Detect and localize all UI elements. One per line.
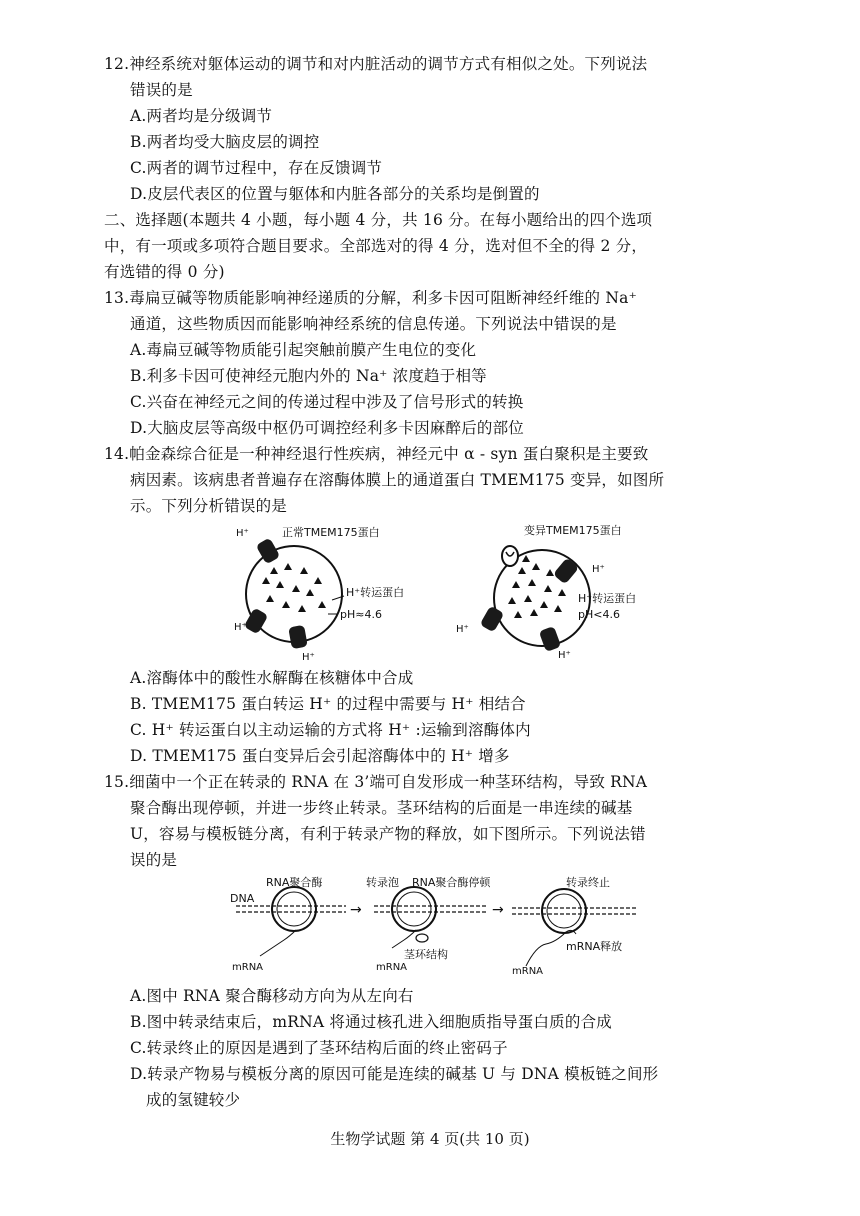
svg-text:H⁺转运蛋白: H⁺转运蛋白 — [346, 586, 405, 599]
q13-option-a: A.毒扁豆碱等物质能引起突触前膜产生电位的变化 — [130, 341, 477, 359]
q13-option-b: B.利多卡因可使神经元胞内外的 Na⁺ 浓度趋于相等 — [130, 367, 487, 385]
panel-polymerase — [230, 875, 346, 973]
svg-text:H⁺: H⁺ — [592, 564, 605, 575]
q15-stem-cont: 聚合酶出现停顿，并进一步终止转录。茎环结构的后面是一串连续的碱基 — [130, 799, 633, 817]
arrow-icon: → — [350, 902, 362, 918]
q15-option-c: C.转录终止的原因是遇到了茎环结构后面的终止密码子 — [130, 1039, 508, 1057]
q13-stem: 13.毒扁豆碱等物质能影响神经递质的分解，利多卡因可阻断神经纤维的 Na⁺ — [104, 289, 637, 307]
q15-stem: 15.细菌中一个正在转录的 RNA 在 3’端可自发形成一种茎环结构，导致 RNA — [104, 773, 648, 791]
svg-text:mRNA: mRNA — [232, 962, 264, 973]
svg-text:正常TMEM175蛋白: 正常TMEM175蛋白 — [282, 526, 380, 539]
svg-text:mRNA: mRNA — [512, 966, 544, 976]
svg-text:mRNA释放: mRNA释放 — [566, 940, 623, 953]
q14-stem: 14.帕金森综合征是一种神经退行性疾病，神经元中 α - syn 蛋白聚积是主要致 — [104, 445, 649, 463]
section2-heading-cont: 中，有一项或多项符合题目要求。全部选对的得 4 分，选对但不全的得 2 分， — [104, 237, 648, 255]
q13-option-c: C.兴奋在神经元之间的传递过程中涉及了信号形式的转换 — [130, 393, 524, 411]
panel-termination — [512, 875, 636, 976]
q12-option-c: C.两者的调节过程中，存在反馈调节 — [130, 159, 383, 177]
panel-pause — [366, 875, 491, 973]
normal-lysosome-diagram — [234, 525, 404, 662]
q15-option-d-cont: 成的氢键较少 — [146, 1091, 241, 1109]
svg-text:变异TMEM175蛋白: 变异TMEM175蛋白 — [524, 524, 622, 537]
q12-option-d: D.皮层代表区的位置与躯体和内脏各部分的关系均是倒置的 — [130, 185, 540, 203]
svg-text:茎环结构: 茎环结构 — [404, 948, 448, 961]
q14-option-c: C. H⁺ 转运蛋白以主动运输的方式将 H⁺ :运输到溶酶体内 — [130, 721, 531, 739]
q13-stem-cont: 通道，这些物质因而能影响神经系统的信息传递。下列说法中错误的是 — [130, 315, 617, 333]
lysosome-figure — [232, 522, 672, 662]
svg-text:H⁺: H⁺ — [456, 624, 469, 635]
svg-text:pH≈4.6: pH≈4.6 — [340, 608, 382, 621]
q15-stem-cont: 误的是 — [130, 851, 178, 869]
svg-text:转录泡: 转录泡 — [366, 876, 399, 889]
arrow-icon: → — [492, 902, 504, 918]
q15-stem-cont: U，容易与模板链分离，有利于转录产物的释放，如下图所示。下列说法错 — [130, 825, 646, 843]
svg-text:转录终止: 转录终止 — [566, 876, 610, 889]
transcription-figure — [226, 872, 646, 976]
q12-option-b: B.两者均受大脑皮层的调控 — [130, 133, 320, 151]
q14-option-d: D. TMEM175 蛋白变异后会引起溶酶体中的 H⁺ 增多 — [130, 747, 510, 765]
q12-option-a: A.两者均是分级调节 — [130, 107, 273, 125]
svg-text:H⁺: H⁺ — [236, 528, 249, 539]
svg-text:DNA: DNA — [230, 892, 255, 905]
section2-heading: 二、选择题(本题共 4 小题，每小题 4 分，共 16 分。在每小题给出的四个选项 — [104, 211, 653, 229]
svg-text:H⁺转运蛋白: H⁺转运蛋白 — [578, 592, 637, 605]
svg-text:H⁺: H⁺ — [558, 650, 571, 661]
q12-stem-cont: 错误的是 — [130, 81, 193, 99]
q14-option-b: B. TMEM175 蛋白转运 H⁺ 的过程中需要与 H⁺ 相结合 — [130, 695, 526, 713]
q15-option-a: A.图中 RNA 聚合酶移动方向为从左向右 — [130, 987, 414, 1005]
page-footer: 生物学试题 第 4 页(共 10 页) — [330, 1130, 530, 1148]
svg-text:H⁺: H⁺ — [302, 652, 315, 662]
q14-option-a: A.溶酶体中的酸性水解酶在核糖体中合成 — [130, 669, 414, 687]
svg-text:mRNA: mRNA — [376, 962, 408, 973]
svg-text:pH<4.6: pH<4.6 — [578, 608, 620, 621]
q13-option-d: D.大脑皮层等高级中枢仍可调控经利多卡因麻醉后的部位 — [130, 419, 525, 437]
svg-text:RNA聚合酶停顿: RNA聚合酶停顿 — [412, 876, 491, 889]
q15-option-d: D.转录产物易与模板分离的原因可能是连续的碱基 U 与 DNA 模板链之间形 — [130, 1065, 659, 1083]
svg-text:RNA聚合酶: RNA聚合酶 — [266, 876, 323, 889]
q14-stem-cont: 示。下列分析错误的是 — [130, 497, 288, 515]
svg-text:H⁺: H⁺ — [234, 622, 247, 633]
q12-stem: 12.神经系统对躯体运动的调节和对内脏活动的调节方式有相似之处。下列说法 — [104, 55, 648, 73]
mutant-lysosome-diagram — [456, 523, 636, 661]
q15-option-b: B.图中转录结束后，mRNA 将通过核孔进入细胞质指导蛋白质的合成 — [130, 1013, 612, 1031]
q14-stem-cont: 病因素。该病患者普遍存在溶酶体膜上的通道蛋白 TMEM175 变异，如图所 — [130, 471, 665, 489]
section2-heading-cont: 有选错的得 0 分) — [104, 263, 225, 281]
